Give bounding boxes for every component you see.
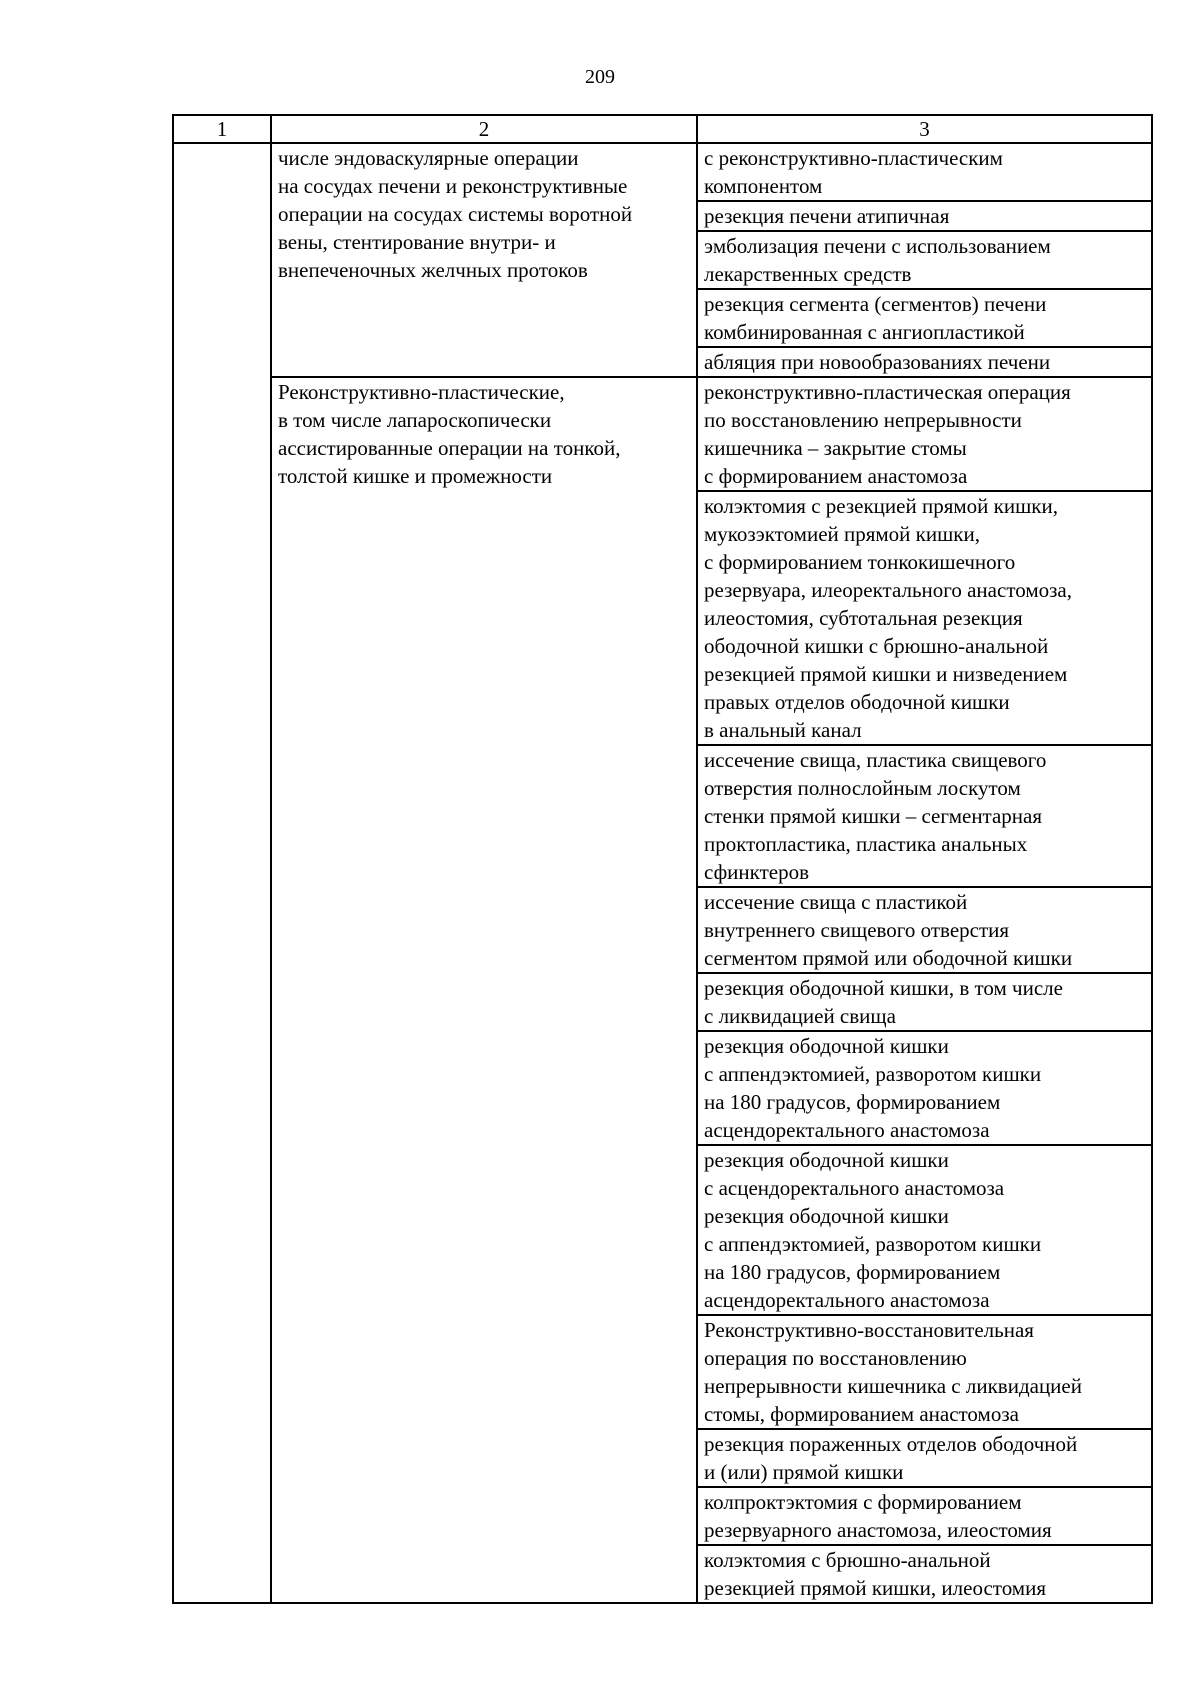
operation-cell: колпроктэктомия с формированием резервуарного анастомоза, илеостомия <box>697 1487 1152 1545</box>
column-header-2: 2 <box>271 115 697 143</box>
operation-cell: резекция ободочной кишки с асцендоректального анастомоза резекция ободочной кишки с аппендэктомией, разворотом кишки на 180 градусов, формированием асцендоректального анастомоза <box>697 1145 1152 1315</box>
operation-cell: резекция печени атипичная <box>697 201 1152 231</box>
table-header-row <box>173 115 1152 143</box>
row-number-cell <box>173 143 271 1603</box>
table-row <box>173 377 1152 491</box>
operation-cell: резекция ободочной кишки с аппендэктомией, разворотом кишки на 180 градусов, формированием асцендоректального анастомоза <box>697 1031 1152 1145</box>
column-header-3: 3 <box>697 115 1152 143</box>
operation-cell: резекция пораженных отделов ободочной и (или) прямой кишки <box>697 1429 1152 1487</box>
operation-cell: Реконструктивно-восстановительная операция по восстановлению непрерывности кишечника с ликвидацией стомы, формированием анастомоза <box>697 1315 1152 1429</box>
operation-cell: колэктомия с брюшно-анальной резекцией прямой кишки, илеостомия <box>697 1545 1152 1603</box>
operation-cell: резекция ободочной кишки, в том числе с ликвидацией свища <box>697 973 1152 1031</box>
procedures-table <box>172 114 1153 1604</box>
operation-cell: колэктомия с резекцией прямой кишки, мукозэктомией прямой кишки, с формированием тонкокишечного резервуара, илеоректального анастомоза, илеостомия, субтотальная резекция ободочной кишки с брюшно-анальной резекцией прямой кишки и низведением правых отделов ободочной кишки в анальный канал <box>697 491 1152 745</box>
page-number: 209 <box>585 66 615 88</box>
operation-cell: эмболизация печени с использованием лекарственных средств <box>697 231 1152 289</box>
operation-cell: реконструктивно-пластическая операция по восстановлению непрерывности кишечника – закрытие стомы с формированием анастомоза <box>697 377 1152 491</box>
operation-cell: иссечение свища, пластика свищевого отверстия полнослойным лоскутом стенки прямой кишки – сегментарная проктопластика, пластика анальных сфинктеров <box>697 745 1152 887</box>
column-header-1: 1 <box>173 115 271 143</box>
operation-cell: абляция при новообразованиях печени <box>697 347 1152 377</box>
section-description: Реконструктивно-пластические, в том числе лапароскопически ассистированные операции на тонкой, толстой кишке и промежности <box>271 377 697 1603</box>
operation-cell: иссечение свища с пластикой внутреннего свищевого отверстия сегментом прямой или ободочной кишки <box>697 887 1152 973</box>
table-row <box>173 143 1152 201</box>
section-description: числе эндоваскулярные операции на сосудах печени и реконструктивные операции на сосудах системы воротной вены, стентирование внутри- и внепеченочных желчных протоков <box>271 143 697 377</box>
operation-cell: резекция сегмента (сегментов) печени комбинированная с ангиопластикой <box>697 289 1152 347</box>
operation-cell: с реконструктивно-пластическим компонентом <box>697 143 1152 201</box>
